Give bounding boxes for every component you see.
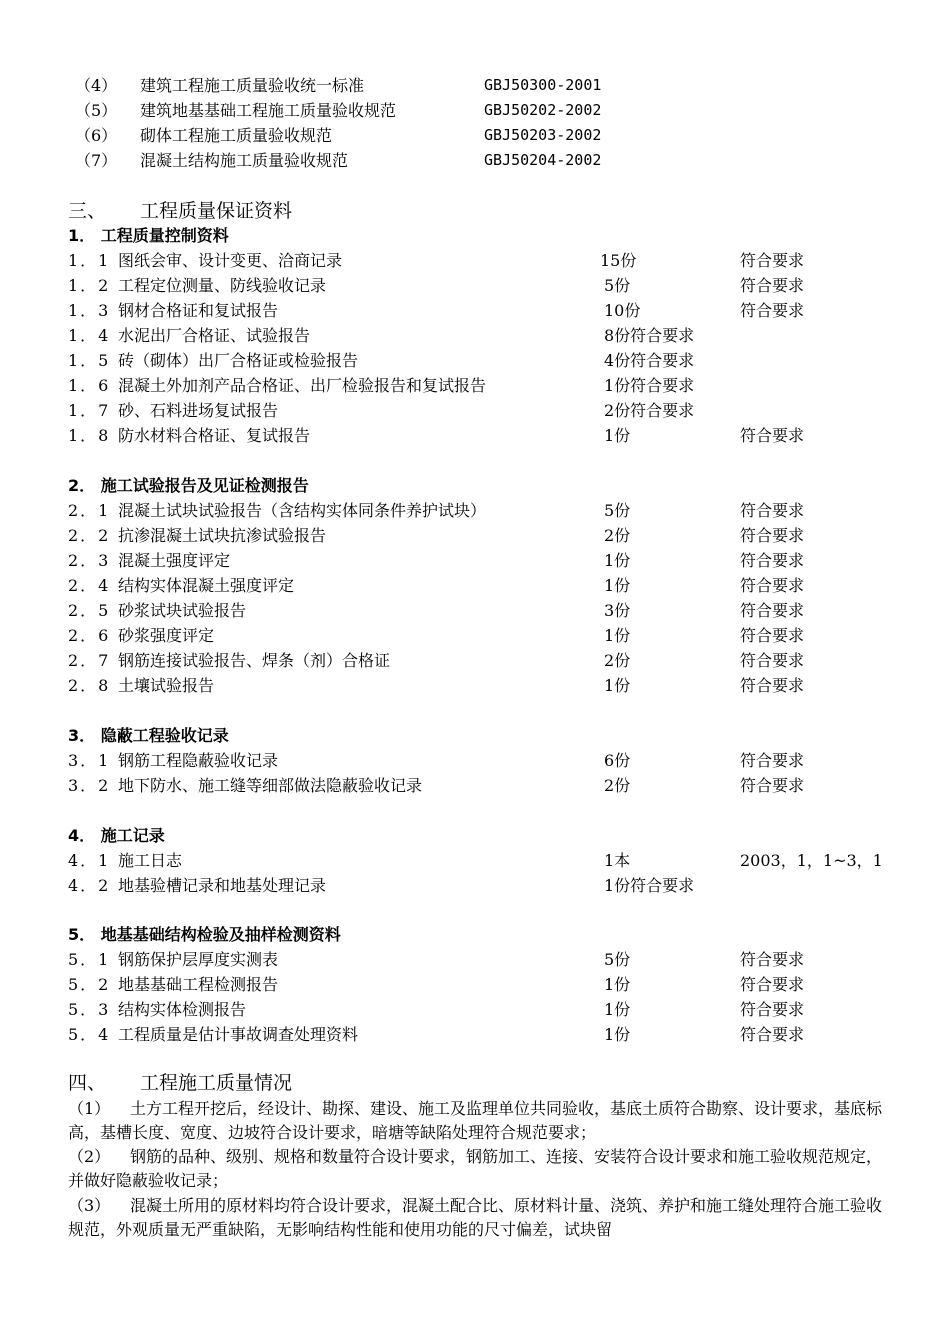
item-count: 1份	[604, 551, 631, 570]
item-count: 2份	[604, 776, 631, 795]
item-name: 结构实体混凝土强度评定	[118, 576, 295, 595]
item-status: 符合要求	[740, 526, 805, 545]
item-count: 1本	[604, 851, 631, 870]
item-name: 砂浆强度评定	[118, 626, 215, 645]
item-name: 砂浆试块试验报告	[118, 601, 247, 620]
item-number: 2．5	[68, 601, 111, 620]
item-number: 5．1	[68, 950, 111, 969]
section-number: 三、	[68, 200, 107, 222]
item-status: 2003，1，1~3，1	[740, 851, 883, 870]
item-status: 符合要求	[740, 501, 805, 520]
item-status: 符合要求	[740, 251, 805, 270]
item-number: 3．1	[68, 751, 111, 770]
paragraph	[68, 1194, 888, 1242]
item-name: 钢筋保护层厚度实测表	[118, 950, 279, 969]
item-number: 5．3	[68, 1000, 111, 1019]
item-number: 1．2	[68, 276, 111, 295]
item-count: 1份	[604, 626, 631, 645]
standard-num: （4）	[75, 76, 118, 95]
item-status: 符合要求	[740, 301, 805, 320]
item-status: 符合要求	[740, 576, 805, 595]
item-name: 地基基础工程检测报告	[118, 975, 279, 994]
item-name: 地基验槽记录和地基处理记录	[118, 876, 327, 895]
item-count: 2份	[604, 526, 631, 545]
item-name: 结构实体检测报告	[118, 1000, 247, 1019]
item-number: 2．2	[68, 526, 111, 545]
item-name: 地下防水、施工缝等细部做法隐蔽验收记录	[118, 776, 423, 795]
paragraph-number: （2）	[68, 1147, 111, 1166]
paragraph	[68, 1097, 888, 1145]
item-name: 混凝土试块试验报告（含结构实体同条件养护试块）	[118, 501, 487, 520]
standard-name: 建筑工程施工质量验收统一标准	[140, 76, 365, 95]
item-number: 5．4	[68, 1025, 111, 1044]
standard-code: GBJ50203-2002	[484, 126, 602, 144]
item-name: 土壤试验报告	[118, 676, 215, 695]
item-number: 3．2	[68, 776, 111, 795]
paragraph-text: 钢筋的品种、级别、规格和数量符合设计要求，钢筋加工、连接、安装符合设计要求和施工验收规范规定，并做好隐蔽验收记录；	[68, 1147, 883, 1190]
item-status: 符合要求	[740, 1000, 805, 1019]
standard-num: （5）	[75, 101, 118, 120]
item-number: 1．4	[68, 326, 111, 345]
section-title: 工程施工质量情况	[140, 1072, 293, 1094]
item-count: 5份	[604, 501, 631, 520]
group-heading: 2． 施工试验报告及见证检测报告	[68, 476, 309, 495]
group-heading: 1． 工程质量控制资料	[68, 226, 229, 245]
item-number: 2．4	[68, 576, 111, 595]
item-count: 15份	[600, 251, 637, 270]
standard-num: （6）	[75, 126, 118, 145]
item-name: 工程质量是估计事故调查处理资料	[118, 1025, 359, 1044]
item-count: 8份符合要求	[604, 326, 695, 345]
paragraph-text: 土方工程开挖后，经设计、勘探、建设、施工及监理单位共同验收，基底土质符合勘察、设计要求，基底标高，基槽长度、宽度、边坡符合设计要求，暗塘等缺陷处理符合规范要求；	[68, 1099, 883, 1142]
standard-code: GBJ50202-2002	[484, 101, 602, 119]
item-count: 5份	[604, 950, 631, 969]
item-count: 1份	[604, 975, 631, 994]
item-count: 5份	[604, 276, 631, 295]
item-number: 2．8	[68, 676, 111, 695]
item-name: 施工日志	[118, 851, 183, 870]
item-count: 1份	[604, 1000, 631, 1019]
standard-name: 建筑地基基础工程施工质量验收规范	[140, 101, 397, 120]
item-number: 1．1	[68, 251, 111, 270]
item-count: 2份	[604, 651, 631, 670]
item-number: 1．3	[68, 301, 111, 320]
item-name: 钢筋工程隐蔽验收记录	[118, 751, 279, 770]
item-name: 水泥出厂合格证、试验报告	[118, 326, 311, 345]
item-number: 2．1	[68, 501, 111, 520]
item-name: 混凝土强度评定	[118, 551, 231, 570]
item-count: 1份	[604, 676, 631, 695]
item-status: 符合要求	[740, 626, 805, 645]
standard-code: GBJ50300-2001	[484, 76, 602, 94]
paragraph-number: （1）	[68, 1099, 111, 1118]
item-number: 2．3	[68, 551, 111, 570]
item-name: 工程定位测量、防线验收记录	[118, 276, 327, 295]
item-number: 4．1	[68, 851, 111, 870]
item-count: 1份	[604, 1025, 631, 1044]
section-number: 四、	[68, 1072, 107, 1094]
standard-code: GBJ50204-2002	[484, 151, 602, 169]
standard-name: 砌体工程施工质量验收规范	[140, 126, 333, 145]
group-heading: 5． 地基基础结构检验及抽样检测资料	[68, 925, 341, 944]
item-status: 符合要求	[740, 426, 805, 445]
item-count: 3份	[604, 601, 631, 620]
item-status: 符合要求	[740, 751, 805, 770]
item-count: 1份	[604, 576, 631, 595]
item-number: 1．6	[68, 376, 111, 395]
item-count: 1份符合要求	[604, 876, 695, 895]
item-status: 符合要求	[740, 551, 805, 570]
item-name: 砖（砌体）出厂合格证或检验报告	[118, 351, 359, 370]
item-name: 钢材合格证和复试报告	[118, 301, 279, 320]
item-name: 抗渗混凝土试块抗渗试验报告	[118, 526, 327, 545]
item-status: 符合要求	[740, 601, 805, 620]
item-count: 2份符合要求	[604, 401, 695, 420]
item-status: 符合要求	[740, 975, 805, 994]
item-number: 2．7	[68, 651, 111, 670]
item-number: 4．2	[68, 876, 111, 895]
item-count: 6份	[604, 751, 631, 770]
item-status: 符合要求	[740, 776, 805, 795]
standard-num: （7）	[75, 151, 118, 170]
section-title: 工程质量保证资料	[140, 200, 293, 222]
item-status: 符合要求	[740, 276, 805, 295]
paragraph-text: 混凝土所用的原材料均符合设计要求，混凝土配合比、原材料计量、浇筑、养护和施工缝处理符合施工验收规范，外观质量无严重缺陷，无影响结构性能和使用功能的尺寸偏差，试块留	[68, 1196, 883, 1239]
item-count: 4份符合要求	[604, 351, 695, 370]
paragraph	[68, 1145, 888, 1193]
item-number: 2．6	[68, 626, 111, 645]
item-number: 1．8	[68, 426, 111, 445]
item-name: 混凝土外加剂产品合格证、出厂检验报告和复试报告	[118, 376, 487, 395]
item-number: 1．5	[68, 351, 111, 370]
standard-name: 混凝土结构施工质量验收规范	[140, 151, 349, 170]
item-name: 图纸会审、设计变更、洽商记录	[118, 251, 343, 270]
item-name: 防水材料合格证、复试报告	[118, 426, 311, 445]
item-status: 符合要求	[740, 950, 805, 969]
item-name: 钢筋连接试验报告、焊条（剂）合格证	[118, 651, 391, 670]
item-count: 10份	[604, 301, 641, 320]
item-number: 5．2	[68, 975, 111, 994]
group-heading: 3． 隐蔽工程验收记录	[68, 726, 229, 745]
item-count: 1份	[604, 426, 631, 445]
item-status: 符合要求	[740, 651, 805, 670]
item-status: 符合要求	[740, 676, 805, 695]
item-name: 砂、石料进场复试报告	[118, 401, 279, 420]
item-number: 1．7	[68, 401, 111, 420]
item-count: 1份符合要求	[604, 376, 695, 395]
paragraph-number: （3）	[68, 1196, 111, 1215]
item-status: 符合要求	[740, 1025, 805, 1044]
group-heading: 4． 施工记录	[68, 826, 165, 845]
